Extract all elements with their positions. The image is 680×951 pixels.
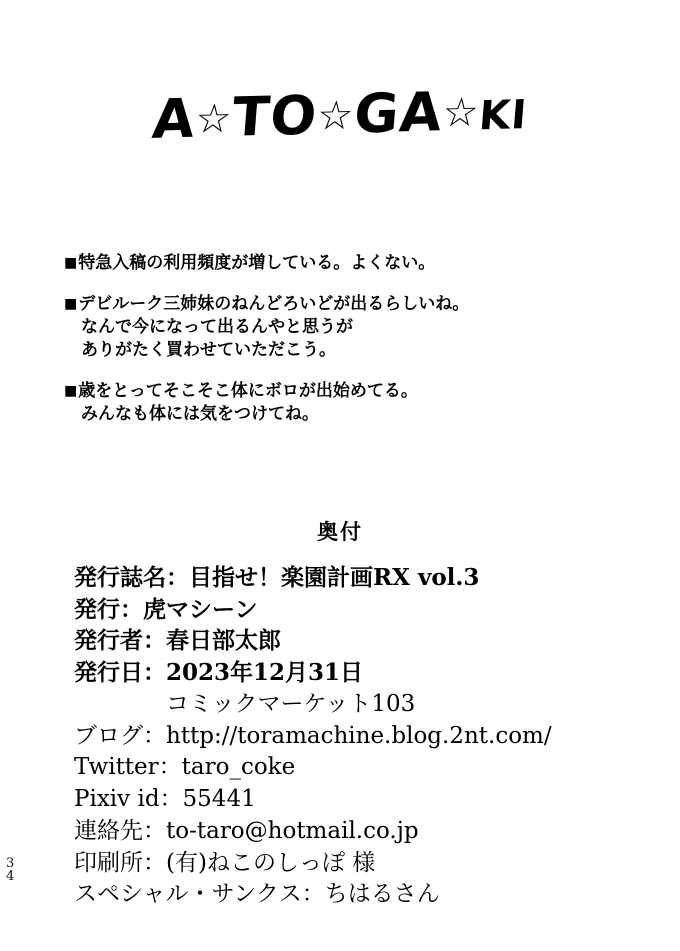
note-line <box>64 380 624 403</box>
note-item <box>64 252 624 275</box>
colophon-block <box>74 562 654 911</box>
colophon-line-pixiv[interactable]: Pixiv id：55441 <box>74 786 256 813</box>
colophon-line-event: コミックマーケット103 <box>166 690 416 717</box>
note-item <box>64 293 624 362</box>
page-number-digit-1: 3 <box>6 856 15 871</box>
colophon-line-twitter[interactable]: Twitter：taro_coke <box>74 754 296 781</box>
colophon-line-blog[interactable]: ブログ：http://toramachine.blog.2nt.com/ <box>74 722 552 749</box>
square-bullet-icon: ■ <box>64 382 78 399</box>
colophon-line-date: 発行日：2023年12月31日 <box>74 659 364 687</box>
star-icon-1: ☆ <box>193 95 235 143</box>
colophon-line-publisher: 発行：虎マシーン <box>74 595 258 623</box>
title-part-a: A <box>150 86 198 151</box>
note-text: 歳をとってそこそこ体にボロが出始めてる。 <box>78 380 418 401</box>
square-bullet-icon: ■ <box>64 295 78 312</box>
colophon-heading: 奥付 <box>317 519 363 544</box>
afterword-notes <box>64 252 624 444</box>
colophon-line-title: 発行誌名：目指せ！楽園計画RX vol.3 <box>74 564 480 591</box>
page-title <box>0 80 680 151</box>
note-line: ありがたく買わせていただこう。 <box>81 339 336 360</box>
note-line: なんで今になって出るんやと思うが <box>81 316 353 337</box>
colophon-line-contact[interactable]: 連絡先：to-taro@hotmail.co.jp <box>74 817 419 844</box>
square-bullet-icon: ■ <box>64 255 78 271</box>
note-line <box>64 293 624 316</box>
star-icon-2: ☆ <box>315 92 356 140</box>
page-number <box>6 857 14 883</box>
title-part-ga: GA <box>351 80 446 146</box>
star-icon-3: ☆ <box>440 89 482 137</box>
page-number-digit-2: 4 <box>6 869 15 884</box>
title-part-to: TO <box>229 83 320 149</box>
note-text: デビルーク三姉妹のねんどろいどが出るらしいね。 <box>78 293 470 314</box>
title-part-ki: KI <box>477 92 529 140</box>
note-line <box>64 252 624 275</box>
note-text: 特急入稿の利用頻度が増している。よくない。 <box>78 253 436 273</box>
colophon-line-printer: 印刷所：(有)ねこのしっぽ 様 <box>74 849 376 876</box>
note-line: みんなも体には気をつけてね。 <box>81 403 319 424</box>
note-item <box>64 380 624 426</box>
colophon-line-special-thanks: スペシャル・サンクス：ちはるさん <box>74 881 440 908</box>
colophon-line-author: 発行者：春日部太郎 <box>74 627 281 655</box>
title-text <box>150 80 529 151</box>
